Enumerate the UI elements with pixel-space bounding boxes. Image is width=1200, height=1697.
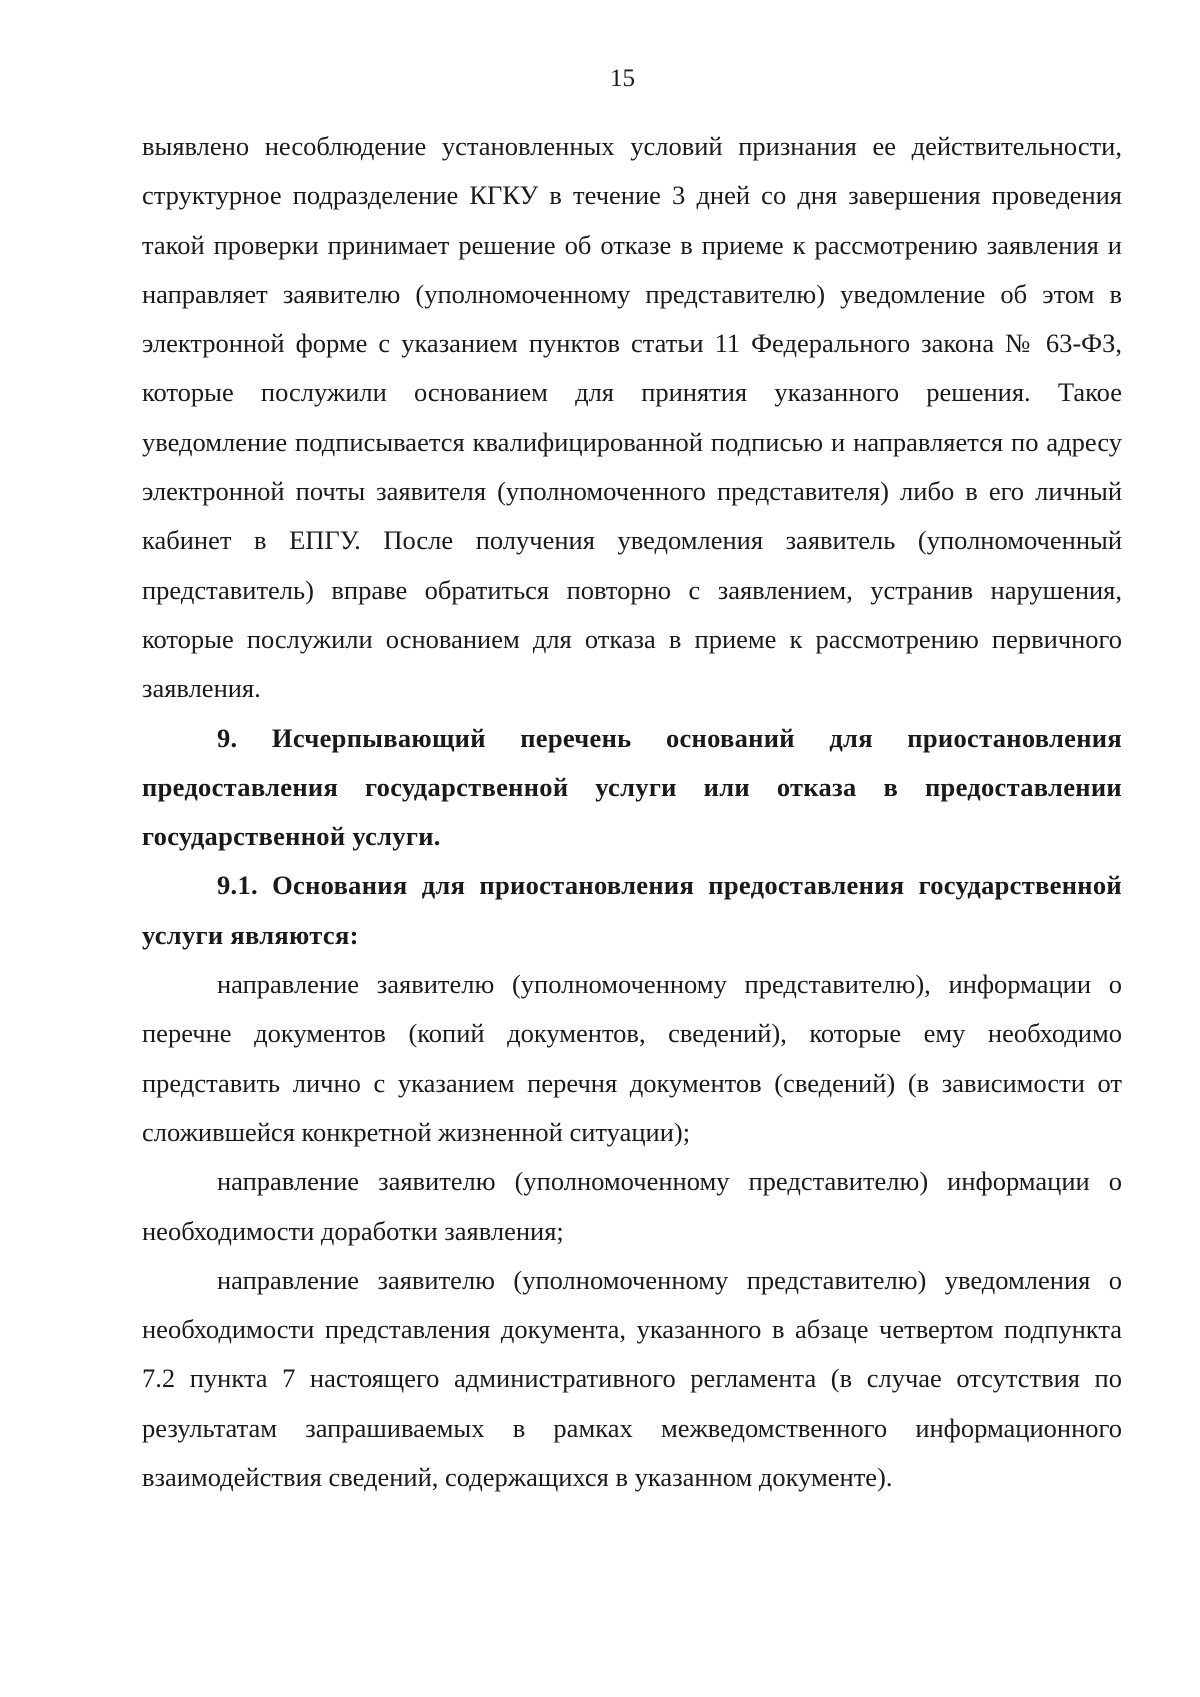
- list-item-1: направление заявителю (уполномоченному представителю), информации о перечне документов (копий документов, сведений), которые ему необходимо представить лично с указанием перечня документов (сведений) (в зависимости от сложившейся конкретной жизненной ситуации);: [142, 969, 1122, 1147]
- paragraph-continuation: выявлено несоблюдение установленных условий признания ее действительности, структурное подразделение КГКУ в течение 3 дней со дня завершения проведения такой проверки принимает решение об отказе в приеме к рассмотрению заявления и направляет заявителю (уполномоченному представителю) уведомление об этом в электронной форме с указанием пунктов статьи 11 Федерального закона № 63-ФЗ, которые послужили основанием для принятия указанного решения. Такое уведомление подписывается квалифицированной подписью и направляется по адресу электронной почты заявителя (уполномоченного представителя) либо в его личный кабинет в ЕПГУ. После получения уведомления заявитель (уполномоченный представитель) вправе обратиться повторно с заявлением, устранив нарушения, которые послужили основанием для отказа в приеме к рассмотрению первичного заявления.: [142, 131, 1122, 704]
- document-body: [142, 122, 1122, 1502]
- list-item-3: направление заявителю (уполномоченному представителю) уведомления о необходимости представления документа, указанного в абзаце четвертом подпункта 7.2 пункта 7 настоящего административного регламента (в случае отсутствия по результатам запрашиваемых в рамках межведомственного информационного взаимодействия сведений, содержащихся в указанном документе).: [142, 1264, 1122, 1493]
- page-number: 15: [610, 65, 635, 92]
- section-heading-9: 9. Исчерпывающий перечень оснований для приостановления предоставления государственной услуги или отказа в предоставлении государственной услуги.: [142, 722, 1122, 852]
- subsection-heading-9-1: 9.1. Основания для приостановления предоставления государственной услуги являются:: [142, 870, 1122, 950]
- list-item-2: направление заявителю (уполномоченному представителю) информации о необходимости доработки заявления;: [142, 1166, 1122, 1246]
